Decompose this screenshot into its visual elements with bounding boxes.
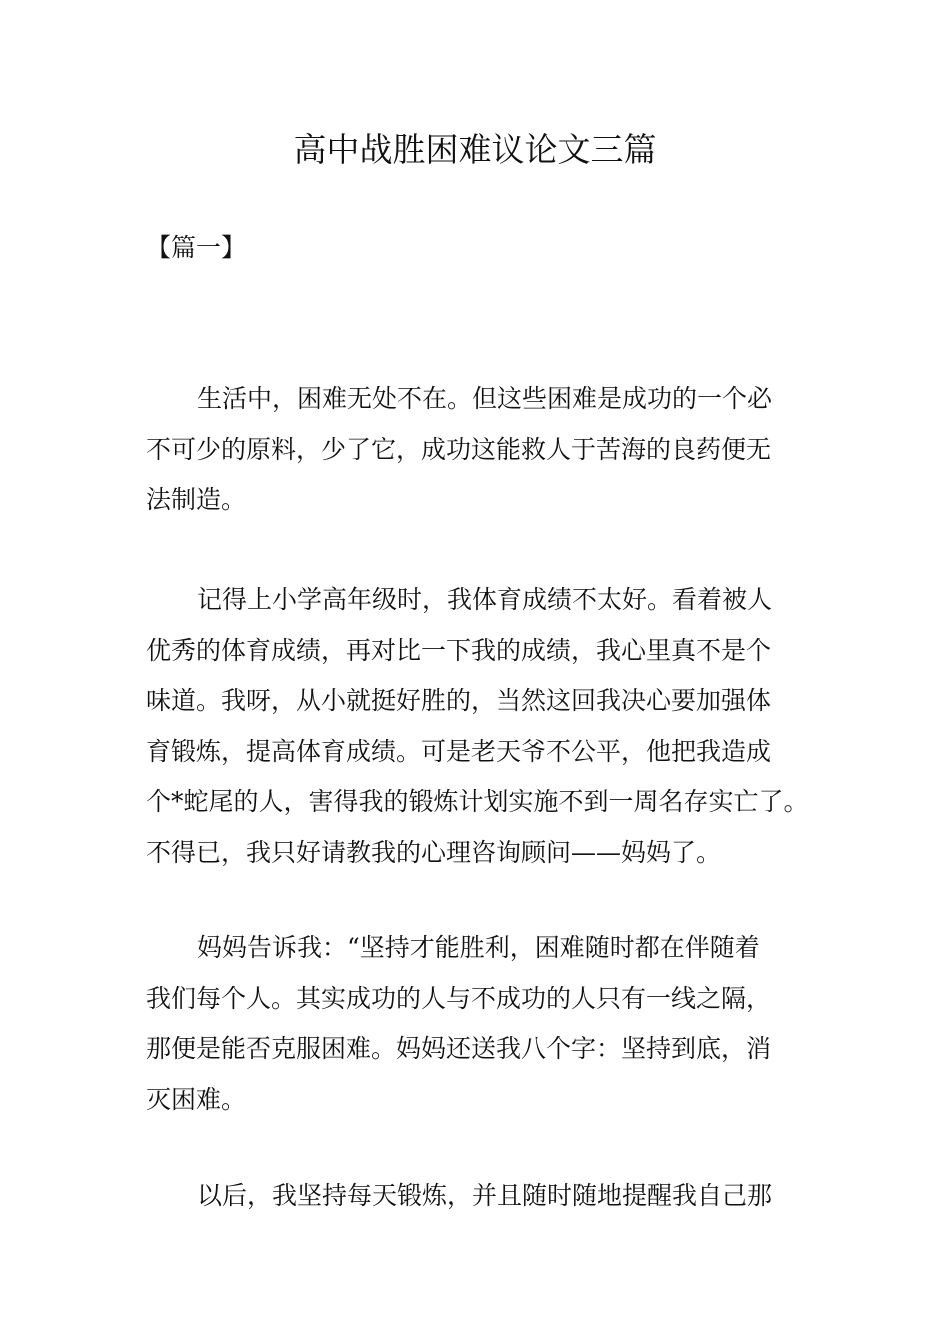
- paragraph-line: 我们每个人。其实成功的人与不成功的人只有一线之隔，: [146, 983, 772, 1013]
- paragraph-line: 生活中，困难无处不在。但这些困难是成功的一个必: [197, 384, 773, 413]
- paragraph-line: 不可少的原料，少了它，成功这能救人于苦海的良药便无: [146, 434, 772, 464]
- paragraph-line: 那便是能否克服困难。妈妈还送我八个字：坚持到底，消: [146, 1034, 772, 1063]
- paragraph-line: 不得已，我只好请教我的心理咨询顾问——妈妈了。: [146, 837, 722, 867]
- paragraph-1: [146, 374, 826, 526]
- paragraph-4: [146, 1171, 826, 1222]
- paragraph-3: [146, 923, 826, 1125]
- paragraph-line: 个*蛇尾的人，害得我的锻炼计划实施不到一周名存实亡了。: [146, 787, 809, 816]
- paragraph-2: [146, 575, 826, 878]
- paragraph-line: 以后，我坚持每天锻炼，并且随时随地提醒我自己那: [197, 1181, 773, 1210]
- paragraph-line: 味道。我呀，从小就挺好胜的，当然这回我决心要加强体: [146, 686, 772, 715]
- paragraph-line: 记得上小学高年级时，我体育成绩不太好。看着被人: [197, 585, 773, 614]
- document-title: 高中战胜困难议论文三篇: [293, 130, 657, 169]
- paragraph-line: 育锻炼，提高体育成绩。可是老天爷不公平，他把我造成: [146, 736, 772, 766]
- paragraph-line: 优秀的体育成绩，再对比一下我的成绩，我心里真不是个: [146, 635, 772, 665]
- section-label: 【篇一】: [146, 233, 247, 262]
- paragraph-line: 妈妈告诉我：“坚持才能胜利，困难随时都在伴随着: [197, 933, 760, 962]
- paragraph-line: 法制造。: [146, 485, 247, 514]
- paragraph-line: 灭困难。: [146, 1084, 247, 1114]
